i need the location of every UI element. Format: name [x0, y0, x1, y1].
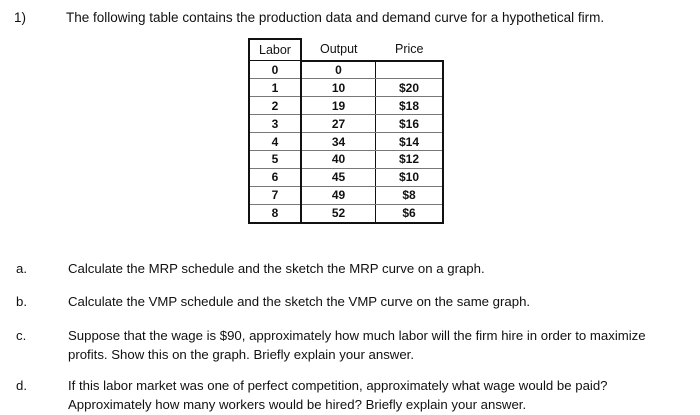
table-row: [249, 97, 443, 115]
labor-cell: 4: [249, 133, 301, 151]
table-row: [249, 61, 443, 79]
price-cell: $18: [376, 97, 444, 115]
subquestion-letter: c.: [16, 328, 27, 343]
labor-cell: 3: [249, 115, 301, 133]
price-cell: $14: [376, 133, 444, 151]
production-table: [248, 38, 444, 224]
subquestion-text: Calculate the VMP schedule and the sketch the VMP curve on the same graph.: [68, 294, 531, 309]
labor-cell: 6: [249, 168, 301, 186]
question-title: The following table contains the production data and demand curve for a hypothetical firm.: [66, 10, 605, 25]
table-row: [249, 79, 443, 97]
output-cell: 27: [301, 115, 376, 133]
table-row: [249, 204, 443, 222]
subquestion-text: Calculate the MRP schedule and the sketch the MRP curve on a graph.: [68, 261, 485, 276]
labor-cell: 7: [249, 186, 301, 204]
subquestion-letter: d.: [16, 378, 27, 393]
output-cell: 19: [301, 97, 376, 115]
price-cell: $6: [376, 204, 444, 222]
subquestion-text: Suppose that the wage is $90, approximately how much labor will the firm hire in order to maximize profits. Show this on the graph. Briefly explain your answer.: [68, 328, 646, 362]
table-row: [249, 133, 443, 151]
labor-cell: 8: [249, 204, 301, 222]
price-cell: [376, 61, 444, 79]
header-labor: Labor: [249, 39, 301, 61]
labor-cell: 0: [249, 61, 301, 79]
table-header-row: [249, 39, 443, 61]
output-cell: 10: [301, 79, 376, 97]
output-cell: 34: [301, 133, 376, 151]
header-price: Price: [376, 39, 444, 61]
output-cell: 0: [301, 61, 376, 79]
output-cell: 40: [301, 150, 376, 168]
labor-cell: 1: [249, 79, 301, 97]
price-cell: $16: [376, 115, 444, 133]
header-output: Output: [301, 39, 376, 61]
production-table-container: [248, 38, 444, 224]
price-cell: $10: [376, 168, 444, 186]
output-cell: 49: [301, 186, 376, 204]
question-number: 1): [14, 10, 27, 25]
subquestion-text: If this labor market was one of perfect competition, approximately what wage would be paid? Approximately how many workers would be hired? Briefly explain your answer.: [68, 378, 608, 412]
subquestion-letter: a.: [16, 261, 27, 276]
price-cell: $20: [376, 79, 444, 97]
table-row: [249, 115, 443, 133]
table-row: [249, 186, 443, 204]
output-cell: 52: [301, 204, 376, 222]
output-cell: 45: [301, 168, 376, 186]
table-row: [249, 150, 443, 168]
labor-cell: 2: [249, 97, 301, 115]
table-row: [249, 168, 443, 186]
price-cell: $8: [376, 186, 444, 204]
labor-cell: 5: [249, 150, 301, 168]
price-cell: $12: [376, 150, 444, 168]
subquestion-letter: b.: [16, 294, 27, 309]
